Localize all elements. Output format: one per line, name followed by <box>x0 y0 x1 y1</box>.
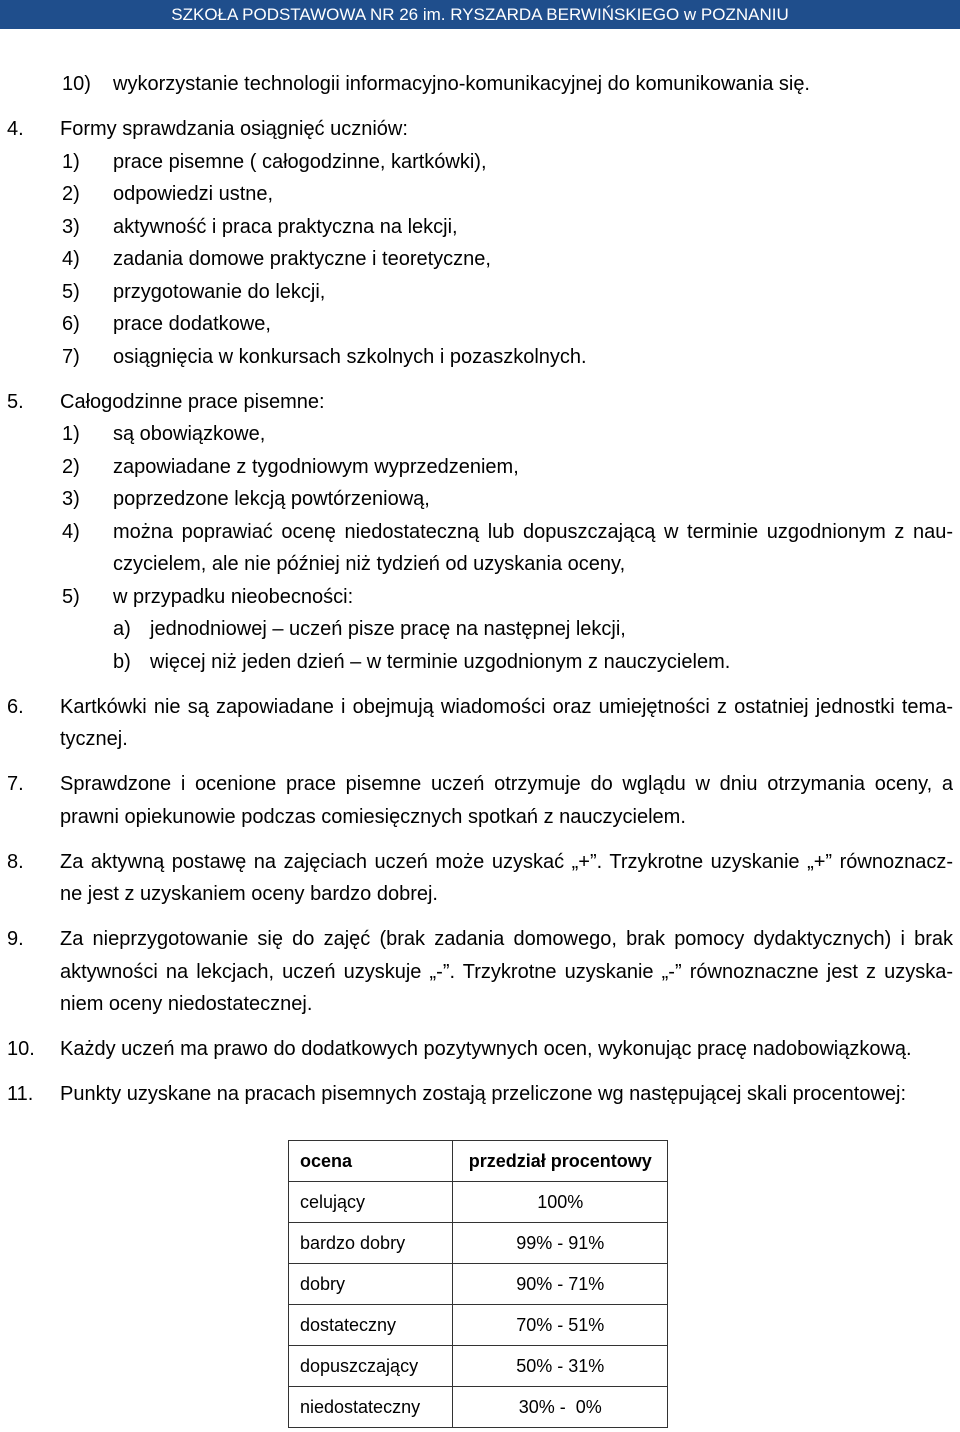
table-row <box>289 1182 668 1223</box>
item-number: 3) <box>62 488 80 510</box>
section-number: 4. <box>7 118 24 140</box>
grade-cell: celujący <box>289 1182 453 1223</box>
school-name: SZKOŁA PODSTAWOWA NR 26 im. RYSZARDA BERWIŃSKIEGO w POZNANIU <box>171 5 789 24</box>
section-number: 9. <box>7 928 24 950</box>
list-item <box>0 516 960 549</box>
item-text: są obowiązkowe, <box>113 423 266 445</box>
list-item <box>0 178 960 211</box>
list-item <box>0 581 960 614</box>
section-number: 6. <box>7 695 24 718</box>
item-text: osiągnięcia w konkursach szkolnych i pozaszkolnych. <box>113 345 587 368</box>
paragraph-line: Sprawdzone i ocenione prace pisemne uczeń otrzymuje do wglądu w dniu otrzymania oceny, a <box>60 773 953 795</box>
item-number: 2) <box>62 183 80 205</box>
list-item <box>0 211 960 244</box>
table-row <box>289 1305 668 1346</box>
item-number: 4) <box>62 520 80 543</box>
item-number: 1) <box>62 150 80 173</box>
grade-cell: niedostateczny <box>289 1387 453 1428</box>
section-4 <box>0 113 960 373</box>
grade-scale-table <box>288 1140 668 1428</box>
section-9 <box>0 923 960 1021</box>
range-cell: 30% - 0% <box>453 1387 668 1428</box>
section-number: 11. <box>7 1083 34 1105</box>
document-body <box>0 68 960 1111</box>
item-number: 2) <box>62 455 80 478</box>
item-text: przygotowanie do lekcji, <box>113 280 326 303</box>
paragraph-line: Każdy uczeń ma prawo do dodatkowych pozytywnych ocen, wykonując pracę nadobowiązkową. <box>60 1038 912 1060</box>
range-cell: 99% - 91% <box>453 1223 668 1264</box>
section-10 <box>0 1033 960 1066</box>
list-item <box>0 341 960 374</box>
item-number: 5) <box>62 585 80 608</box>
page-header <box>0 0 960 29</box>
item-text: aktywność i praca praktyczna na lekcji, <box>113 215 458 238</box>
table-row <box>289 1223 668 1264</box>
section-title: Formy sprawdzania osiągnięć uczniów: <box>60 118 408 140</box>
paragraph-line: Za aktywną postawę na zajęciach uczeń może uzyskać „+”. Trzykrotne uzyskanie „+” równoznacz- <box>60 850 953 873</box>
list-item <box>0 418 960 451</box>
item-number: 10) <box>62 73 91 95</box>
section-title: Całogodzinne prace pisemne: <box>60 390 325 413</box>
sub-item-letter: a) <box>113 618 131 640</box>
paragraph-line: niem oceny niedostatecznej. <box>60 993 313 1015</box>
paragraph-line: tycznej. <box>60 728 128 750</box>
table-header-row <box>289 1141 668 1182</box>
item-text: w przypadku nieobecności: <box>113 585 354 608</box>
section-number: 8. <box>7 850 24 873</box>
section-number: 5. <box>7 390 24 413</box>
sub-list-item <box>0 613 960 646</box>
item-text: zadania domowe praktyczne i teoretyczne, <box>113 248 491 270</box>
section-7 <box>0 768 960 833</box>
table-row <box>289 1387 668 1428</box>
section-5 <box>0 386 960 679</box>
grade-cell: bardzo dobry <box>289 1223 453 1264</box>
list-item <box>0 243 960 276</box>
range-cell: 50% - 31% <box>453 1346 668 1387</box>
item-number: 3) <box>62 215 80 238</box>
item-text: wykorzystanie technologii informacyjno-komunikacyjnej do komunikowania się. <box>113 73 810 95</box>
item-text: można poprawiać ocenę niedostateczną lub dopuszczającą w terminie uzgodnionym z nau- <box>113 520 953 543</box>
paragraph-line: Kartkówki nie są zapowiadane i obejmują wiadomości oraz umiejętności z ostatniej jednostki tema- <box>60 695 953 718</box>
section-number: 7. <box>7 773 24 795</box>
range-cell: 90% - 71% <box>453 1264 668 1305</box>
paragraph-line: aktywności na lekcjach, uczeń uzyskuje „-”. Trzykrotne uzyskanie „-” równoznaczne jest z uzyska- <box>60 960 953 983</box>
section-number: 10. <box>7 1038 35 1060</box>
sub-item-text: więcej niż jeden dzień – w terminie uzgodnionym z nauczycielem. <box>150 650 731 673</box>
range-cell: 100% <box>453 1182 668 1223</box>
table-row <box>289 1264 668 1305</box>
list-item <box>0 146 960 179</box>
table-row <box>289 1346 668 1387</box>
list-item <box>0 308 960 341</box>
item-text: poprzedzone lekcją powtórzeniową, <box>113 488 430 510</box>
item-text: prace dodatkowe, <box>113 313 271 335</box>
item-number: 5) <box>62 280 80 303</box>
sub-item-letter: b) <box>113 650 131 673</box>
item-text: zapowiadane z tygodniowym wyprzedzeniem, <box>113 455 519 478</box>
section-6 <box>0 691 960 756</box>
list-item <box>0 451 960 484</box>
item-text: prace pisemne ( całogodzinne, kartkówki), <box>113 150 487 173</box>
item-text: czycielem, ale nie później niż tydzień od uzyskania oceny, <box>113 553 626 575</box>
list-item-continuation <box>0 548 960 581</box>
paragraph-line: Za nieprzygotowanie się do zajęć (brak zadania domowego, brak pomocy dydaktycznych) i brak <box>60 928 953 950</box>
paragraph-line: ne jest z uzyskaniem oceny bardzo dobrej. <box>60 883 438 905</box>
item-number: 4) <box>62 248 80 270</box>
list-item <box>0 483 960 516</box>
list-item-prev <box>0 68 960 101</box>
grade-cell: dostateczny <box>289 1305 453 1346</box>
item-number: 7) <box>62 345 80 368</box>
section-8 <box>0 846 960 911</box>
item-number: 1) <box>62 423 80 445</box>
item-text: odpowiedzi ustne, <box>113 183 274 205</box>
paragraph-line: Punkty uzyskane na pracach pisemnych zostają przeliczone wg następującej skali procentowej: <box>60 1083 907 1105</box>
grade-cell: dobry <box>289 1264 453 1305</box>
paragraph-line: prawni opiekunowie podczas comiesięcznych spotkań z nauczycielem. <box>60 805 686 828</box>
range-cell: 70% - 51% <box>453 1305 668 1346</box>
sub-list-item <box>0 646 960 679</box>
section-11 <box>0 1078 960 1111</box>
column-header-range: przedział procentowy <box>453 1141 668 1182</box>
item-number: 6) <box>62 313 80 335</box>
grade-cell: dopuszczający <box>289 1346 453 1387</box>
list-item <box>0 276 960 309</box>
sub-item-text: jednodniowej – uczeń pisze pracę na następnej lekcji, <box>150 618 626 640</box>
column-header-grade: ocena <box>289 1141 453 1182</box>
